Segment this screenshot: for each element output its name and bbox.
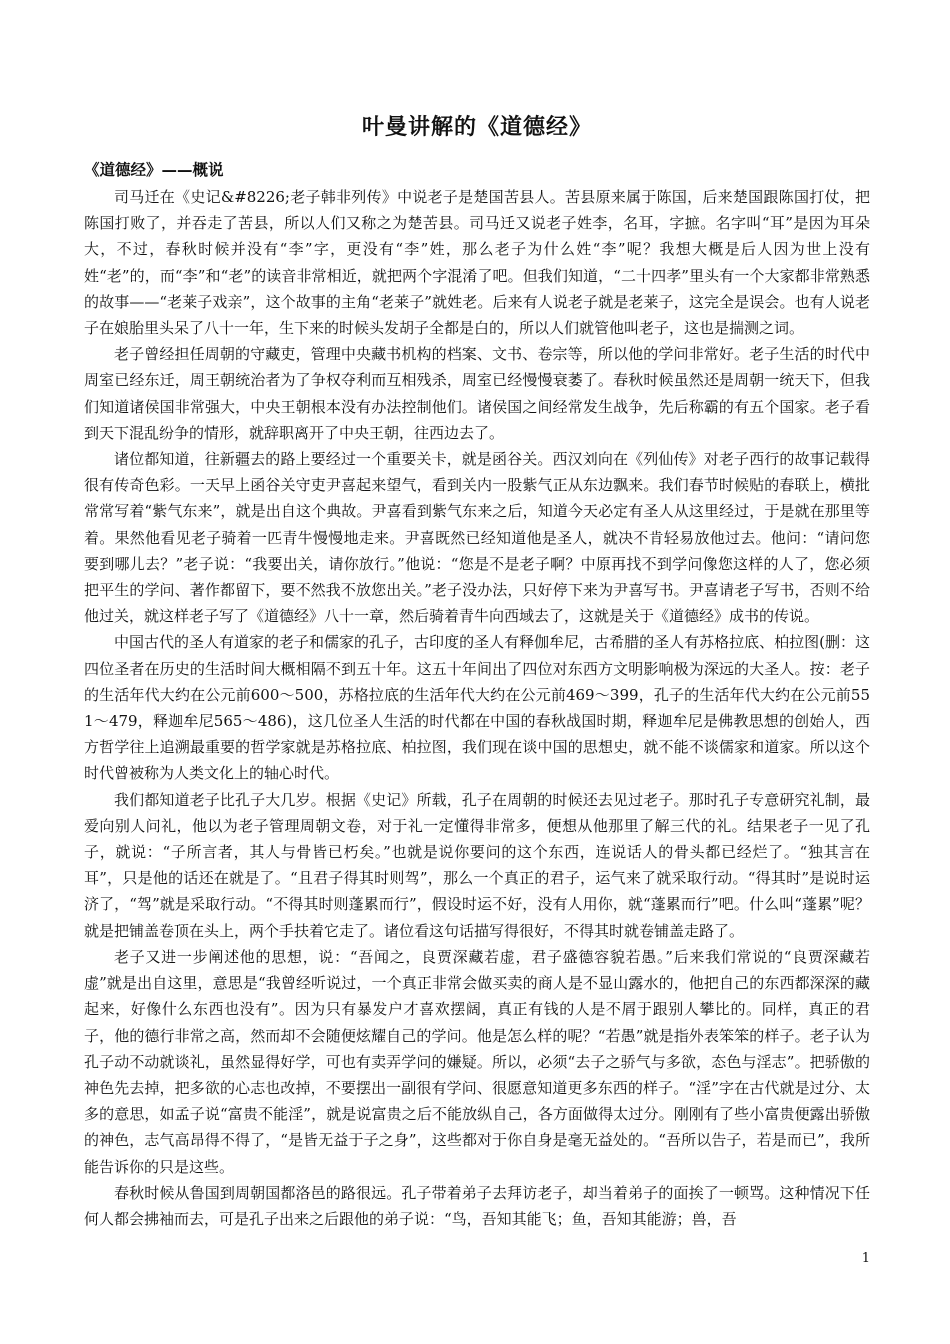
paragraph: 春秋时候从鲁国到周朝国都洛邑的路很远。孔子带着弟子去拜访老子，却当着弟子的面挨了一顿骂。这种情况下任何人都会拂袖而去，可是孔子出来之后跟他的弟子说：“鸟，吾知其能飞；鱼，吾知其能游；兽，吾	[84, 1183, 870, 1228]
paragraph: 我们都知道老子比孔子大几岁。根据《史记》所载，孔子在周朝的时候还去见过老子。那时孔子专意研究礼制，最爱向别人问礼，他以为老子管理周朝文卷，对于礼一定懂得非常多，便想从他那里了解三代的礼。结果老子一见了孔子，就说：“子所言者，其人与骨皆已朽矣。”也就是说你要问的这个东西，连说话人的骨头都已经烂了。“独其言在耳”，只是他的话还在就是了。“且君子得其时则驾”，那么一个真正的君子，运气来了就采取行动。“得其时”是说时运济了，“驾”就是采取行动。“不得其时则蓬累而行”，假设时运不好，没有人用你，就“蓬累而行”吧。什么叫“蓬累”呢？就是把铺盖卷顶在头上，两个手扶着它走了。诸位看这句话描写得很好，不得其时就卷铺盖走路了。	[84, 790, 870, 940]
paragraph: 老子又进一步阐述他的思想，说：“吾闻之，良贾深藏若虚，君子盛德容貌若愚。”后来我们常说的“良贾深藏若虚”就是出自这里，意思是“我曾经听说过，一个真正非常会做买卖的商人是不显山露水的，他把自己的东西都深深的藏起来，好像什么东西也没有”。因为只有暴发户才喜欢摆阔，真正有钱的人是不屑于跟别人攀比的。同样，真正的君子，他的德行非常之高，然而却不会随便炫耀自己的学问。他是怎么样的呢？“若愚”就是指外表笨笨的样子。老子认为孔子动不动就谈礼，虽然显得好学，可也有卖弄学问的嫌疑。所以，必须“去子之骄气与多欲，态色与淫志”。把骄傲的神色先去掉，把多欲的心志也改掉，不要摆出一副很有学问、很愿意知道更多东西的样子。“淫”字在古代就是过分、太多的意思，如孟子说“富贵不能淫”，就是说富贵之后不能放纵自己，各方面做得太过分。刚刚有了些小富贵便露出骄傲的神色，志气高昂得不得了，“是皆无益于子之身”，这些都对于你自身是毫无益处的。“吾所以告子，若是而已”，我所能告诉你的只是这些。	[84, 947, 870, 1176]
document-title: 叶曼讲解的《道德经》	[361, 115, 592, 140]
document-page	[84, 100, 870, 1232]
paragraph: 司马迁在《史记&#8226;老子韩非列传》中说老子是楚国苦县人。苦县原来属于陈国，后来楚国跟陈国打仗，把陈国打败了，并吞走了苦县，所以人们又称之为楚苦县。司马迁又说老子姓李，名耳，字摭。名字叫“耳”是因为耳朵大，不过，春秋时候并没有“李”字，更没有“李”姓，那么老子为什么姓“李”呢？我想大概是后人因为世上没有姓“老”的，而“李”和“老”的读音非常相近，就把两个字混淆了吧。但我们知道，“二十四孝”里头有一个大家都非常熟悉的故事——“老莱子戏亲”，这个故事的主角“老莱子”就姓老。后来有人说老子就是老莱子，这完全是误会。也有人说老子在娘胎里头呆了八十一年，生下来的时候头发胡子全都是白的，所以人们就管他叫老子，这也是揣测之词。	[84, 188, 870, 338]
paragraph: 中国古代的圣人有道家的老子和儒家的孔子，古印度的圣人有释伽牟尼，古希腊的圣人有苏格拉底、柏拉图(删：这四位圣者在历史的生活时间大概相隔不到五十年。这五十年间出了四位对东西方文明影响极为深远的大圣人。按：老子的生活年代大约在公元前600～500，苏格拉底的生活年代大约在公元前469～399，孔子的生活年代大约在公元前551～479，释迦牟尼565～486)，这几位圣人生活的时代都在中国的春秋战国时期，释迦牟尼是佛教思想的创始人，西方哲学往上追溯最重要的哲学家就是苏格拉底、柏拉图，我们现在谈中国的思想史，就不能不谈儒家和道家。所以这个时代曾被称为人类文化上的轴心时代。	[84, 633, 870, 783]
paragraph: 诸位都知道，往新疆去的路上要经过一个重要关卡，就是函谷关。西汉刘向在《列仙传》对老子西行的故事记载得很有传奇色彩。一天早上函谷关守吏尹喜起来望气，看到关内一股紫气正从东边飘来。我们春节时候贴的春联上，横批常常写着“紫气东来”，就是出自这个典故。尹喜看到紫气东来之后，知道今天必定有圣人从这里经过，于是就在那里等着。果然他看见老子骑着一匹青牛慢慢地走来。尹喜既然已经知道他是圣人，就决不肯轻易放他过去。他问：“请问您要到哪儿去？”老子说：“我要出关，请你放行。”他说：“您是不是老子啊？中原再找不到学问像您这样的人了，您必须把平生的学问、著作都留下，要不然我不放您出关。”老子没办法，只好停下来为尹喜写书。尹喜请老子写书，否则不给他过关，就这样老子写了《道德经》八十一章，然后骑着青牛向西域去了，这就是关于《道德经》成书的传说。	[84, 450, 870, 626]
paragraph: 老子曾经担任周朝的守藏吏，管理中央藏书机构的档案、文书、卷宗等，所以他的学问非常好。老子生活的时代中周室已经东迁，周王朝统治者为了争权夺利而互相残杀，周室已经慢慢衰萎了。春秋时候虽然还是周朝一统天下，但我们知道诸侯国非常强大，中央王朝根本没有办法控制他们。诸侯国之间经常发生战争，先后称霸的有五个国家。老子看到天下混乱纷争的情形，就辞职离开了中央王朝，往西边去了。	[84, 345, 870, 442]
page-number: 1	[861, 1251, 870, 1266]
section-heading: 《道德经》——概说	[84, 161, 224, 179]
